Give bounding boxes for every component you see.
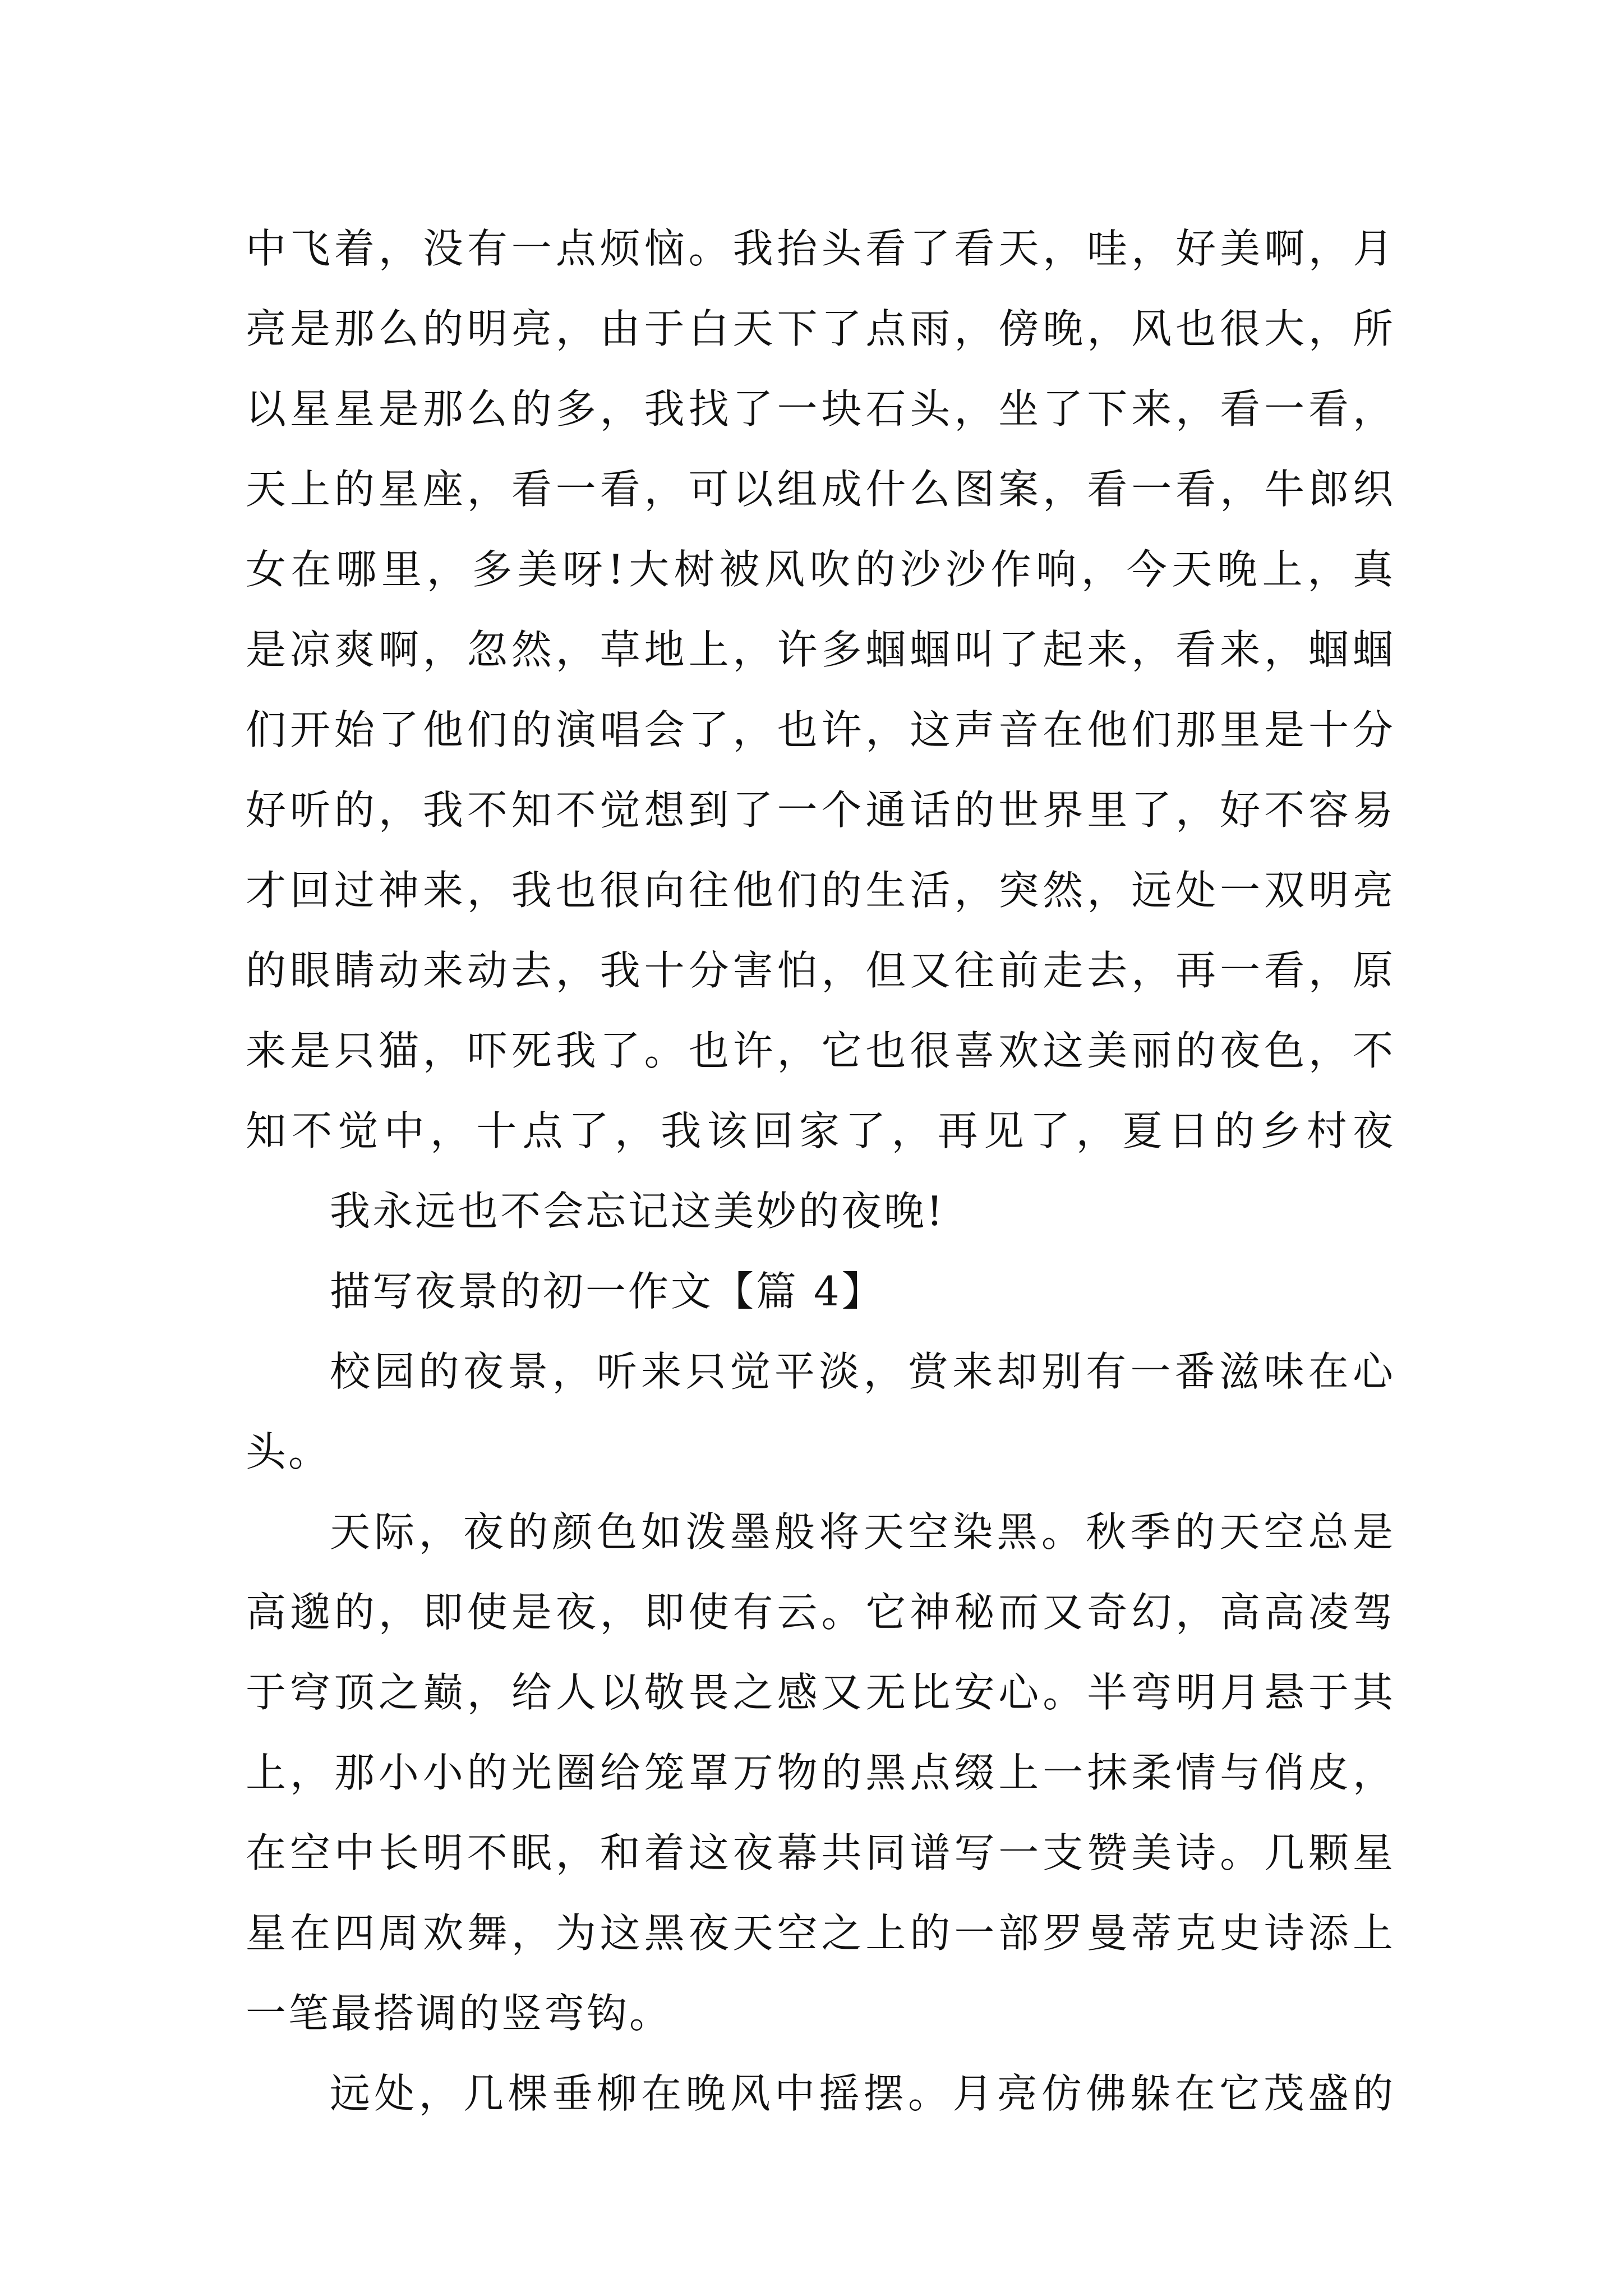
text-line: 以星星是那么的多，我找了一块石头，坐了下来，看一看， bbox=[246, 385, 1395, 432]
text-line: 校园的夜景，听来只觉平淡，赏来却别有一番滋味在心 bbox=[330, 1348, 1395, 1395]
text-line: 好听的，我不知不觉想到了一个通话的世界里了，好不容易 bbox=[246, 786, 1395, 834]
text-line: 来是只猫，吓死我了。也许，它也很喜欢这美丽的夜色，不 bbox=[246, 1027, 1395, 1074]
text-line: 高邈的，即使是夜，即使有云。它神秘而又奇幻，高高凌驾 bbox=[246, 1589, 1395, 1636]
section-heading: 描写夜景的初一作文【篇 4】 bbox=[330, 1268, 884, 1315]
text-line: 天上的星座，看一看，可以组成什么图案，看一看，牛郎织 bbox=[246, 466, 1395, 513]
text-line: 们开始了他们的演唱会了，也许，这声音在他们那里是十分 bbox=[246, 706, 1395, 753]
text-line: 中飞着，没有一点烦恼。我抬头看了看天，哇，好美啊，月 bbox=[246, 225, 1395, 272]
text-line: 一笔最搭调的竖弯钩。 bbox=[246, 1990, 672, 2037]
body-text bbox=[246, 209, 1395, 2134]
text-line: 亮是那么的明亮，由于白天下了点雨，傍晚，风也很大，所 bbox=[246, 305, 1395, 352]
text-line: 上，那小小的光圈给笼罩万物的黑点缀上一抹柔情与俏皮， bbox=[246, 1749, 1395, 1796]
text-line: 才回过神来，我也很向往他们的生活，突然，远处一双明亮 bbox=[246, 867, 1395, 914]
text-line: 于穹顶之巅，给人以敬畏之感又无比安心。半弯明月悬于其 bbox=[246, 1669, 1395, 1716]
text-line: 的眼睛动来动去，我十分害怕，但又往前走去，再一看，原 bbox=[246, 947, 1395, 994]
text-line: 远处，几棵垂柳在晚风中摇摆。月亮仿佛躲在它茂盛的 bbox=[330, 2070, 1395, 2117]
text-line: 在空中长明不眠，和着这夜幕共同谱写一支赞美诗。几颗星 bbox=[246, 1829, 1395, 1876]
text-line: 星在四周欢舞，为这黑夜天空之上的一部罗曼蒂克史诗添上 bbox=[246, 1910, 1395, 1957]
text-line: 是凉爽啊，忽然，草地上，许多蝈蝈叫了起来，看来，蝈蝈 bbox=[246, 626, 1395, 673]
text-line: 女在哪里，多美呀!大树被风吹的沙沙作响，今天晚上，真 bbox=[246, 546, 1395, 593]
text-line: 我永远也不会忘记这美妙的夜晚! bbox=[330, 1188, 945, 1235]
text-line: 天际，夜的颜色如泼墨般将天空染黑。秋季的天空总是 bbox=[330, 1508, 1395, 1556]
text-line: 知不觉中，十点了，我该回家了，再见了，夏日的乡村夜 bbox=[246, 1107, 1395, 1154]
text-line: 头。 bbox=[246, 1428, 331, 1475]
